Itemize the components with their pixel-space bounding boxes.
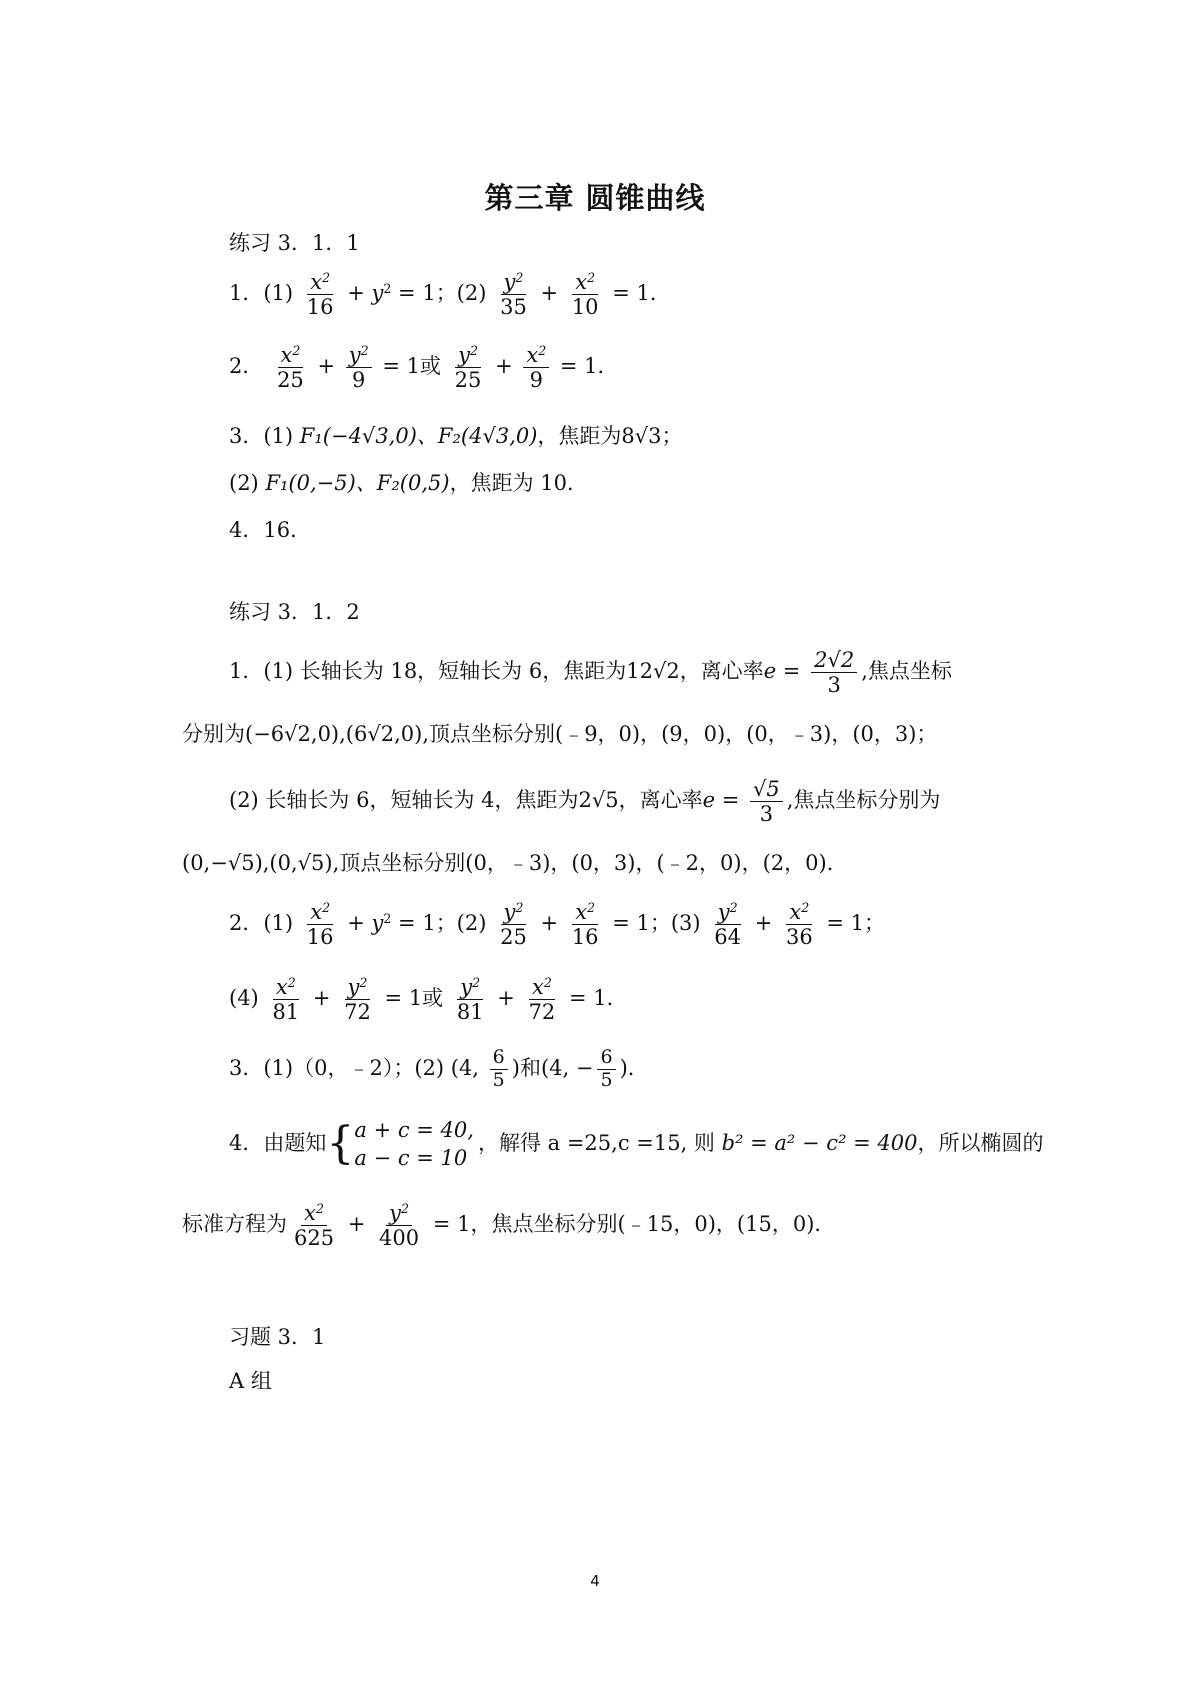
group-label-a: A 组 <box>229 1369 272 1393</box>
page-number: 4 <box>590 1572 600 1590</box>
section-heading-3-1-1: 练习 3．1．1 <box>229 231 360 255</box>
answer-line-3b: (2) F₁(0,−5)、F₂(0,5)，焦距为 10． <box>229 471 588 495</box>
exercise-3: 3．(1)（0，﹣2）；(2) (4, $\frac{6}{5}$ )和(4, − $\frac{6}{5}$ )． <box>229 1046 649 1091</box>
section-heading-3-1-2: 练习 3．1．2 <box>229 600 360 624</box>
answer-line-1: 1．(1) $\frac{x^2}{16}$ + $y^2 = 1$；(2) $\frac{y^2}{35}$ + $\frac{x^2}{10}$ = 1． <box>229 270 671 320</box>
answer-line-3a: 3．(1) F₁(−4√3,0)、F₂(4√3,0)，焦距为8√3； <box>229 424 683 448</box>
answer-line-2: 2． $\frac{x^2}{25}$ + $\frac{y^2}{9}$ = 1或 $\frac{y^2}{25}$ + $\frac{x^2}{9}$ = 1． <box>229 343 619 393</box>
exercise-2-line-2: (4) $\frac{x^2}{81}$ + $\frac{y^2}{72}$ = 1或 $\frac{y^2}{81}$ + $\frac{x^2}{72}$ = 1． <box>229 975 628 1025</box>
exercise-1-part-1-cont: 分别为(−6√2,0),(6√2,0),顶点坐标分别(﹣9，0)，(9，0)，(0，﹣3)，(0，3)； <box>182 722 938 746</box>
page-title: 第三章 圆锥曲线 <box>484 181 706 215</box>
section-heading-problems-3-1: 习题 3．1 <box>229 1325 326 1349</box>
exercise-1-part-2: (2) 长轴长为 6，短轴长为 4，焦距为2√5，离心率e = $\frac{√5}{3}$ ,焦点坐标分别为 <box>229 777 941 827</box>
exercise-1-part-1: 1．(1) 长轴长为 18，短轴长为 6，焦距为12√2，离心率e = $\frac{2√2}{3}$ ,焦点坐标 <box>229 648 952 698</box>
exercise-4: 4．由题知{ a + c = 40, a − c = 10 ，解得 a =25,c =15, 则 b² = a² − c² = 400，所以椭圆的 <box>229 1117 1044 1171</box>
exercise-4-cont: 标准方程为 $\frac{x^2}{625}$ + $\frac{y^2}{400}$ = 1，焦点坐标分别(﹣15，0)，(15，0)． <box>182 1201 836 1251</box>
answer-line-4: 4．16． <box>229 518 312 542</box>
exercise-2-line-1: 2．(1) $\frac{x^2}{16}$ + $y^2 = 1$；(2) $\frac{y^2}{25}$ + $\frac{x^2}{16}$ = 1；(3) $\frac{y^2}{64}$ + $\frac{x^2}{36}$ = 1； <box>229 900 886 950</box>
exercise-1-part-2-cont: (0,−√5),(0,√5),顶点坐标分别(0，﹣3)，(0，3)，(﹣2，0)，(2，0)． <box>182 851 848 875</box>
